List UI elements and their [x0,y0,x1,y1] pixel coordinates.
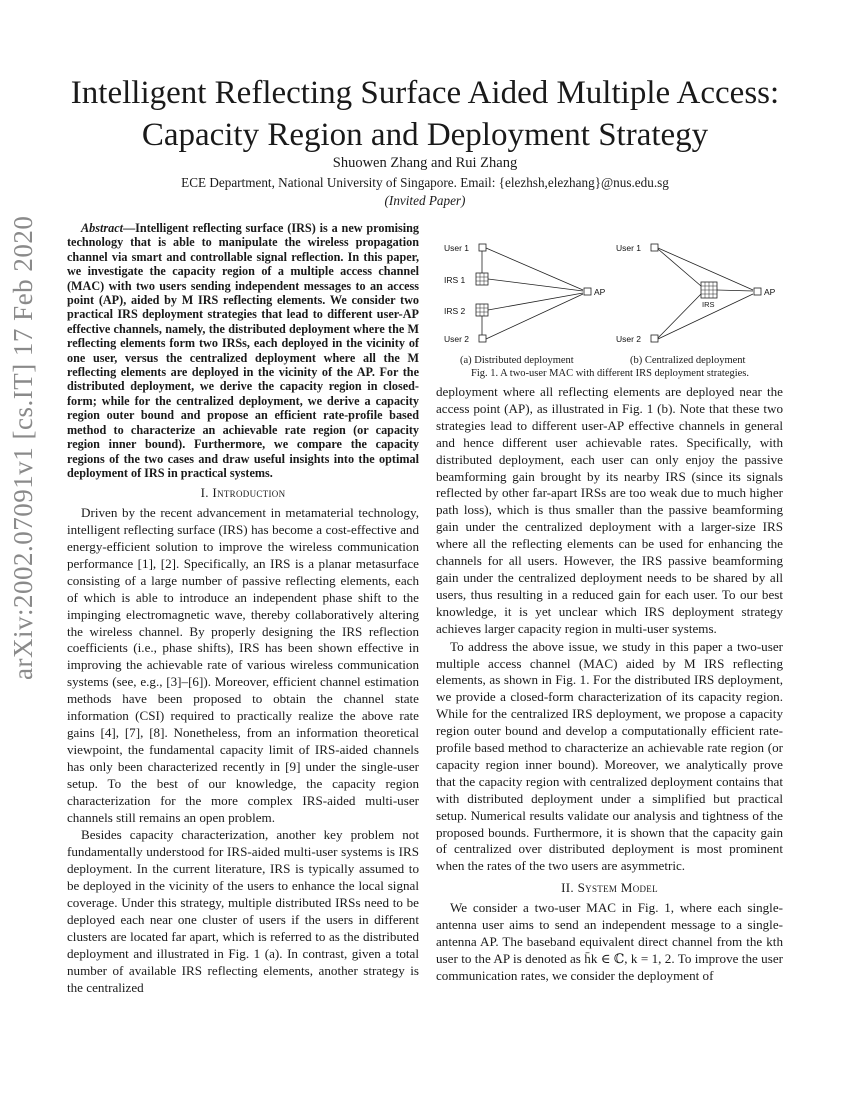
paragraph: To address the above issue, we study in this paper a two-user multiple access channel (MAC) aided by M IRS reflecting elements, as shown in Fig. 1. For the distributed IRS deployment, we provide a closed-form characterization of its capacity region. While for the centralized IRS deployment, we propose a capacity region outer bound and develop a computationally efficient rate-profile based method to characterize an achievable rate region (or capacity region inner bound). Moreover, we analytically prove that the capacity region with centralized deployment contains that with distributed deployment under a simplified but practical setup. Numerical results validate our analysis and tightness of the proposed bounds. Furthermore, it is shown that the capacity gain of centralized over distributed deployment is most prominent when the rates of the two users are asymmetric. [436,638,783,874]
ap-node [584,288,591,295]
section-heading-model: II. System Model [561,880,658,896]
label-user1: User 1 [444,243,470,253]
label-ap: AP [594,287,606,297]
diagram-distributed [476,244,591,342]
user1-node-b [651,244,658,251]
irs1-grid [476,273,488,285]
ap-node-b [754,288,761,295]
abstract-text: Intelligent reflecting surface (IRS) is a new promising technology that is able to manipulate the wireless propagation channel via smart and controllable signal reflection. In this paper, we investigate the capacity region of a multiple access channel (MAC) with two users sending independent messages to an access point (AP), aided by M IRS reflecting elements. We consider two practical IRS deployment strategies that lead to different user-AP effective channels, namely, the distributed deployment where the M reflecting elements form two IRSs, each deployed in the vicinity of one user, versus the centralized deployment where all the M reflecting elements are deployed in the vicinity of the AP. For the distributed deployment, we derive the capacity region in closed-form; while for the centralized deployment, we derive a capacity region outer bound and propose an efficient rate-profile based method to characterize an achievable rate region (or capacity region inner bound). Furthermore, we compare the capacity regions of the two cases and draw useful insights into the optimal deployment of IRS in practical systems. [67,221,419,480]
user1-node [479,244,486,251]
paragraph: Besides capacity characterization, another key problem not fundamentally understood for IRS-aided multi-user systems is IRS deployment. In the current literature, IRS is typically assumed to be deployed in the vicinity of the users to enhance the local signal coverage. Under this strategy, multiple distributed IRSs need to be deployed each near one cluster of users if the users in different clusters are located far apart, which is referred to as the distributed deployment and illustrated in Fig. 1 (a). In contrast, given a total number of available IRS reflecting elements, another strategy is the centralized [67,827,419,995]
abstract-dash: — [122,221,136,235]
paragraph: Driven by the recent advancement in metamaterial technology, intelligent reflecting surface (IRS) has become a cost-effective and energy-efficient solution to improve the wireless communication performance [1], [2]. Specifically, an IRS is a planar metasurface consisting of a large number of passive reflecting elements, each of which is able to introduce an independent phase shift to the impinging electromagnetic wave, thereby collaboratively altering the wireless channel. By properly designing the IRS reflection coefficients (i.e., phase shifts), IRS has been shown effective in improving the achievable rate of various wireless communication systems (see, e.g., [3]–[6]). Moreover, efficient channel estimation methods have been proposed to obtain the channel state information (CSI) required to practically realize the above rate gains [4], [7], [8]. Nonetheless, from an information theoretical viewpoint, the fundamental capacity limit of IRS-aided channels has only been characterized recently in [9] under the single-user setup. To the best of our knowledge, the capacity region characterization for the more complex IRS-aided multi-user channels still remains an open problem. [67,505,419,825]
label-user2-b: User 2 [616,334,642,344]
label-user1-b: User 1 [616,243,642,253]
section-heading-intro: I. Introduction [200,485,286,501]
figure-caption: Fig. 1. A two-user MAC with different IRS deployment strategies. [470,368,750,379]
label-ap-b: AP [764,287,776,297]
diagram-centralized [651,244,761,342]
left-column [67,221,419,997]
paper-title: Intelligent Reflecting Surface Aided Multiple Access: Capacity Region and Deployment Strategy [70,75,780,153]
label-irs1: IRS 1 [444,275,466,285]
right-column [436,384,783,985]
diagram-centralized-labels [616,243,776,344]
subcaption-a: (a) Distributed deployment [460,355,574,366]
abstract-label: Abstract [81,221,123,235]
subcaption-b: (b) Centralized deployment [630,355,746,366]
abstract [67,221,419,480]
user2-node [479,335,486,342]
paper-authors: Shuowen Zhang and Rui Zhang [332,155,518,171]
paragraph: deployment where all reflecting elements are deployed near the access point (AP), as illustrated in Fig. 1 (b). Note that these two strategies lead to different user-AP effective channels in general and hence different user achievable rates. Specifically, with distributed deployment, each user can only enjoy the passive beamforming gain brought by its nearby IRS (since its signals reflected by other far-apart IRSs are too weak due to much higher path loss), which is thus smaller than the passive beamforming gain under the centralized deployment with a larger-size IRS where all the reflecting elements can be used for enhancing the channels for all users. However, the IRS passive beamforming gain under the centralized deployment needs to be shared by all users, thus resulting in a reduced gain for each user. To our best knowledge, it is yet unclear which IRS deployment strategy achieves larger capacity region in multi-user systems. [436,384,783,636]
label-user2: User 2 [444,334,470,344]
arxiv-stamp: arXiv:2002.07091v1 [cs.IT] 17 Feb 2020 [8,215,38,680]
irs2-grid [476,304,488,316]
label-irs: IRS [702,300,715,309]
paragraph: We consider a two-user MAC in Fig. 1, where each single-antenna user aims to send an independent message to a single-antenna AP. The baseband equivalent direct channel from the kth user to the AP is denoted as h̄k ∈ ℂ, k = 1, 2. To improve the user communication rates, we consider the deployment of [436,900,783,983]
paper-affiliation: ECE Department, National University of Singapore. Email: {elezhsh,elezhang}@nus.edu.sg [181,175,669,190]
paper-note: (Invited Paper) [384,193,466,208]
label-irs2: IRS 2 [444,306,466,316]
user2-node-b [651,335,658,342]
